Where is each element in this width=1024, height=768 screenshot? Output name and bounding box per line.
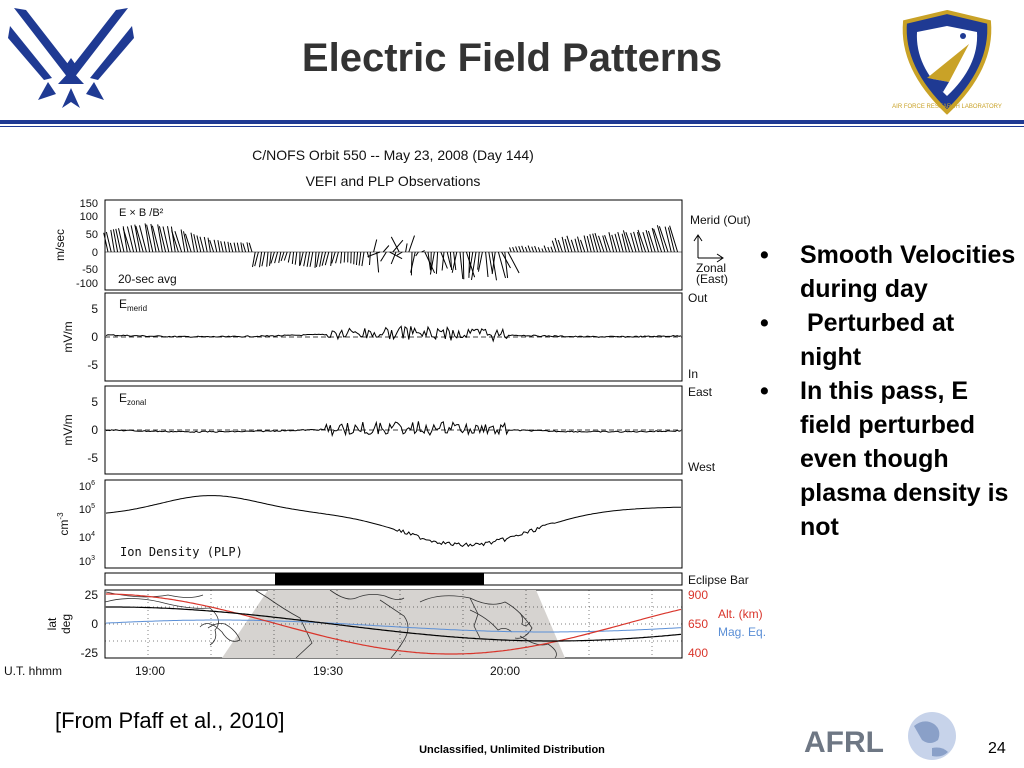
velocity-merid-label: Merid (Out) (690, 213, 751, 227)
header-divider (0, 120, 1024, 124)
e-merid-panel (61, 291, 708, 381)
ion-density-tick: $10^4$ (78, 531, 95, 544)
vefi-plp-figure (0, 140, 767, 690)
e-zonal-east-label: East (688, 385, 713, 399)
time-axis (4, 664, 520, 678)
map-lat-tick: 0 (91, 617, 98, 631)
citation: [From Pfaff et al., 2010] (55, 708, 285, 733)
velocity-tick: 100 (79, 211, 98, 223)
orbit-map-panel (45, 588, 766, 660)
altitude-tick: 900 (688, 588, 709, 602)
velocity-zonal-label: Zonal (696, 261, 727, 275)
e-merid-tick: 0 (91, 330, 98, 344)
afrl-logo-icon (802, 710, 962, 768)
figure-title-line2: VEFI and PLP Observations (305, 173, 481, 189)
velocity-panel-label: E × B /B² (119, 207, 164, 219)
velocity-avg-note: 20-sec avg (118, 272, 177, 286)
slide-title: Electric Field Patterns (301, 36, 723, 80)
altitude-legend: Alt. (km) (718, 607, 763, 621)
ion-density-label: Ion Density (PLP) (120, 545, 243, 559)
map-ylabel-deg: deg (59, 613, 73, 635)
bullet-list (760, 238, 1020, 544)
e-zonal-label: $E_{zonal}$ (119, 391, 147, 407)
afrl-shield-icon (893, 8, 1001, 116)
eclipse-bar (105, 573, 749, 587)
map-ylabel-lat: lat (45, 617, 59, 631)
e-zonal-tick: -5 (87, 451, 98, 465)
time-tick: 19:30 (312, 664, 344, 678)
ion-density-panel (56, 480, 682, 568)
bullet-item: • Perturbed at night (760, 306, 1020, 374)
eclipse-segment (275, 573, 484, 585)
ion-density-tick: $10^6$ (78, 480, 95, 493)
velocity-tick: 0 (91, 247, 98, 259)
velocity-zonal-label-2: (East) (696, 272, 729, 286)
map-lat-tick: 25 (84, 588, 98, 602)
altitude-tick: 400 (688, 646, 709, 660)
velocity-vector (344, 252, 345, 263)
header-divider-thin (0, 126, 1024, 127)
afrl-shield-text: AIR FORCE RESEARCH LABORATORY (892, 104, 1002, 110)
velocity-tick: 150 (79, 198, 98, 210)
page-number: 24 (988, 740, 1006, 757)
e-zonal-west-label: West (688, 460, 716, 474)
altitude-tick: 650 (688, 617, 709, 631)
e-zonal-ylabel: mV/m (61, 414, 75, 446)
e-merid-in-label: In (688, 367, 699, 381)
bullet-dot: • (760, 377, 769, 405)
velocity-vector (469, 252, 470, 278)
e-merid-tick: 5 (91, 302, 98, 316)
map-lat-tick: -25 (80, 646, 98, 660)
e-zonal-panel (61, 385, 716, 474)
e-merid-label: $E_{merid}$ (119, 297, 148, 313)
e-merid-tick: -5 (87, 358, 98, 372)
time-axis-label: U.T. hhmm (4, 664, 63, 678)
velocity-vector (411, 252, 412, 275)
bullet-item: • Smooth Velocities during day (760, 238, 1020, 306)
ion-density-ylabel: $cm^{-3}$ (56, 512, 71, 536)
afrl-logo-text: AFRL (804, 726, 884, 759)
eclipse-bar-label: Eclipse Bar (688, 573, 749, 587)
velocity-tick: -100 (75, 278, 98, 290)
velocity-tick: 50 (85, 229, 98, 241)
direction-arrows-icon (694, 235, 723, 262)
figure-title-line1: C/NOFS Orbit 550 -- May 23, 2008 (Day 144) (252, 147, 534, 163)
mag-eq-legend: Mag. Eq. (718, 625, 767, 639)
time-tick: 19:00 (134, 664, 166, 678)
ion-density-tick: $10^5$ (78, 503, 95, 516)
time-tick: 20:00 (489, 664, 521, 678)
bullet-dot: • (760, 241, 769, 269)
classification-footer: Unclassified, Unlimited Distribution (419, 744, 605, 756)
e-merid-out-label: Out (688, 291, 708, 305)
velocity-tick: -50 (82, 264, 98, 276)
e-zonal-tick: 5 (91, 395, 98, 409)
velocity-vector (354, 252, 355, 264)
bullet-dot: • (760, 309, 769, 337)
bullet-item: • In this pass, E field perturbed even though plasma density is not (760, 374, 1020, 544)
e-merid-ylabel: mV/m (61, 321, 75, 353)
velocity-ylabel: m/sec (53, 228, 67, 262)
velocity-vector (463, 252, 464, 279)
ion-density-tick: $10^3$ (78, 555, 95, 568)
e-zonal-tick: 0 (91, 423, 98, 437)
velocity-panel (53, 198, 751, 290)
